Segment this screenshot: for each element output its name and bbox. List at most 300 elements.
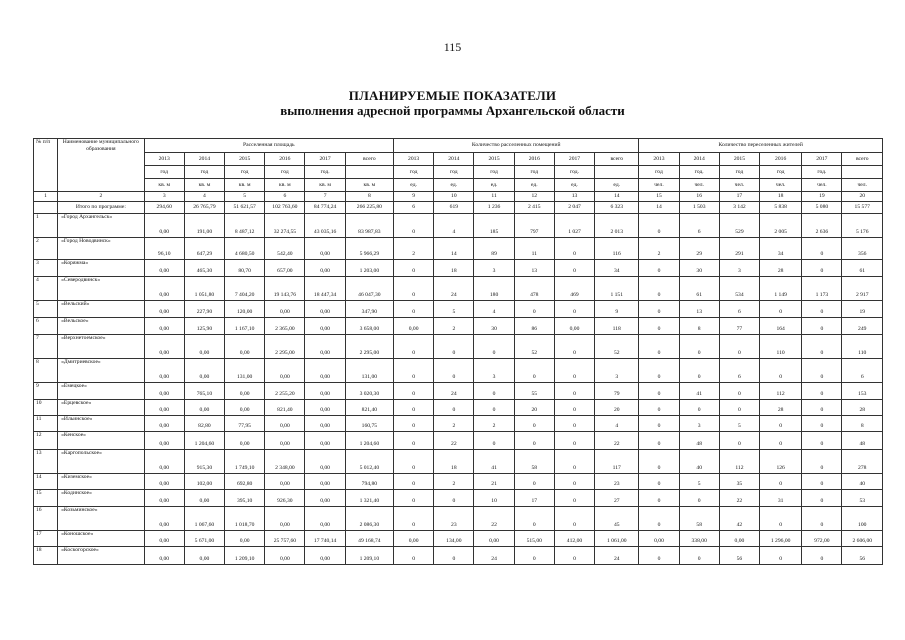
row-value: 125,90 [184,318,224,335]
row-value: 28 [842,400,883,416]
row-value: 2 [434,474,474,490]
municipality-name: «Ерцевское» [58,400,144,416]
row-value: 24 [434,383,474,400]
column-number: 18 [760,192,802,202]
row-value: 3 [679,416,719,432]
row-value: 40 [679,450,719,474]
unit-header: чел. [802,179,842,192]
column-header-name: Наименование муниципального образования [58,139,144,192]
total-value: 3 142 [719,202,759,214]
row-value: 0 [434,547,474,565]
row-value: 28 [760,400,802,416]
column-number: 17 [719,192,759,202]
row-value: 1 296,00 [760,531,802,547]
row-value: 13 [514,260,554,277]
row-number: 17 [34,531,58,547]
row-value: 112 [719,450,759,474]
row-value: 0 [394,301,434,318]
year-word-header: год [760,166,802,179]
row-value: 20 [514,400,554,416]
row-value: 0 [760,507,802,531]
row-value: 0 [434,359,474,383]
row-value: 0 [679,400,719,416]
row-number: 16 [34,507,58,531]
row-value: 19 [842,301,883,318]
row-value: 22 [434,432,474,450]
row-value: 3 [595,359,639,383]
row-value: 34 [760,238,802,260]
row-value: 478 [514,277,554,301]
row-value: 17 740,14 [305,531,345,547]
row-value: 0 [679,490,719,507]
row-value: 0,00 [305,490,345,507]
year-header: 2014 [679,153,719,166]
row-value: 647,29 [184,238,224,260]
row-value: 0 [554,507,594,531]
row-value: 0 [760,416,802,432]
row-value: 0 [802,318,842,335]
row-value: 0,00 [265,547,305,565]
year-header: 2013 [144,153,184,166]
total-value: 1 236 [474,202,514,214]
row-number: 7 [34,335,58,359]
row-value: 0,00 [305,547,345,565]
row-value: 0 [639,490,679,507]
row-value: 8 [842,416,883,432]
row-value: 131,00 [225,359,265,383]
row-value: 972,00 [802,531,842,547]
row-value: 5 [679,474,719,490]
table-row [34,359,883,383]
unit-header: кв. м [184,179,224,192]
row-value: 0 [474,432,514,450]
row-value: 2 086,30 [345,507,393,531]
row-value: 0 [434,335,474,359]
row-value: 48 [679,432,719,450]
column-number: 11 [474,192,514,202]
row-value: 0 [554,416,594,432]
row-value: 0,00 [144,490,184,507]
row-value: 126 [760,450,802,474]
row-value: 116 [595,238,639,260]
row-value: 82,80 [184,416,224,432]
row-value: 0,00 [474,531,514,547]
row-value: 0,00 [144,359,184,383]
row-value: 534 [719,277,759,301]
row-value: 5 012,40 [345,450,393,474]
row-value: 134,00 [434,531,474,547]
unit-header: ед. [434,179,474,192]
row-value: 8 [679,318,719,335]
row-value: 0 [802,301,842,318]
row-value: 0,00 [144,301,184,318]
row-value: 0 [394,400,434,416]
table-row [34,214,883,238]
total-value: 1 503 [679,202,719,214]
total-label: Итого по программе: [58,202,144,214]
municipality-name: «Город Новодвинск» [58,238,144,260]
row-value: 40 [842,474,883,490]
row-value: 56 [719,547,759,565]
unit-header: чел. [639,179,679,192]
row-number: 14 [34,474,58,490]
total-value: 51 621,57 [225,202,265,214]
year-word-header: год [514,166,554,179]
row-value: 0 [802,238,842,260]
row-value: 18 [434,260,474,277]
row-value: 11 [514,238,554,260]
row-value: 0,00 [305,383,345,400]
row-value: 0,00 [225,383,265,400]
row-value: 0 [679,359,719,383]
row-value: 100 [842,507,883,531]
row-value: 0,00 [144,383,184,400]
row-value: 0,00 [305,238,345,260]
row-value: 657,00 [265,260,305,277]
total-value: 5 838 [760,202,802,214]
row-value: 30 [679,260,719,277]
row-value: 52 [514,335,554,359]
table-row [34,474,883,490]
row-value: 8 487,12 [225,214,265,238]
column-number: 10 [434,192,474,202]
row-value: 5 176 [842,214,883,238]
row-value: 160,75 [345,416,393,432]
row-value: 0 [554,383,594,400]
row-value: 0 [554,335,594,359]
total-value: 84 774,24 [305,202,345,214]
page-title: ПЛАНИРУЕМЫЕ ПОКАЗАТЕЛИ [348,88,557,103]
row-value: 2 606,00 [842,531,883,547]
row-value: 3 [474,260,514,277]
column-number: 6 [265,192,305,202]
row-value: 227,90 [184,301,224,318]
row-value: 0 [639,432,679,450]
total-value: 2 415 [514,202,554,214]
year-header: 2013 [394,153,434,166]
municipality-name: «Северодвинск» [58,277,144,301]
table-row [34,507,883,531]
row-value: 110 [842,335,883,359]
row-value: 0 [639,383,679,400]
row-value: 41 [679,383,719,400]
row-value: 19 143,76 [265,277,305,301]
year-word-header [842,166,883,179]
table-row [34,383,883,400]
year-word-header: год. [554,166,594,179]
table-row [34,432,883,450]
row-value: 21 [474,474,514,490]
row-value: 2 295,00 [265,335,305,359]
row-value: 0 [639,260,679,277]
row-value: 0,00 [305,400,345,416]
row-value: 0 [802,359,842,383]
row-value: 1 204,60 [345,432,393,450]
indicators-table [33,138,883,565]
row-value: 0 [760,359,802,383]
row-value: 17 [514,490,554,507]
row-value: 0,00 [265,301,305,318]
row-value: 0,00 [144,277,184,301]
row-value: 58 [679,507,719,531]
row-value: 56 [842,547,883,565]
column-number: 16 [679,192,719,202]
table-row [34,416,883,432]
column-numbers-row [34,192,883,202]
row-value: 0 [474,400,514,416]
year-word-header: год [474,166,514,179]
row-value: 1 173 [802,277,842,301]
row-value: 821,40 [345,400,393,416]
row-value: 35 [719,474,759,490]
column-number: 7 [305,192,345,202]
row-value: 0 [394,383,434,400]
row-value: 338,00 [679,531,719,547]
row-value: 0 [554,359,594,383]
column-number: 12 [514,192,554,202]
row-value: 5 966,29 [345,238,393,260]
row-number: 5 [34,301,58,318]
row-number: 12 [34,432,58,450]
row-value: 0 [639,400,679,416]
row-value: 0,00 [225,335,265,359]
row-value: 0 [802,490,842,507]
row-value: 14 [434,238,474,260]
row-value: 0,00 [265,432,305,450]
row-value: 0,00 [305,335,345,359]
row-value: 5 [434,301,474,318]
row-value: 0,00 [184,335,224,359]
row-value: 0 [802,507,842,531]
row-value: 0 [394,547,434,565]
row-value: 4 [474,301,514,318]
municipality-name: «Емецкое» [58,383,144,400]
row-value: 77 [719,318,759,335]
row-value: 0 [639,474,679,490]
municipality-name: «Коношское» [58,531,144,547]
row-value: 0,00 [394,318,434,335]
row-value: 43 035,16 [305,214,345,238]
row-value: 0 [554,260,594,277]
row-value: 0 [514,474,554,490]
row-value: 542,40 [265,238,305,260]
row-value: 2 636 [802,214,842,238]
row-value: 96,10 [144,238,184,260]
column-number: 8 [345,192,393,202]
row-value: 0,00 [144,260,184,277]
row-value: 0 [554,301,594,318]
row-value: 46 047,30 [345,277,393,301]
municipality-name: «Киземское» [58,474,144,490]
row-value: 25 757,60 [265,531,305,547]
row-value: 797 [514,214,554,238]
row-value: 0,00 [305,450,345,474]
row-value: 53 [842,490,883,507]
row-value: 23 [434,507,474,531]
row-value: 0 [802,432,842,450]
municipality-name: «Верхнетоемское» [58,335,144,359]
row-value: 0 [802,547,842,565]
row-value: 0 [719,335,759,359]
row-value: 0 [554,432,594,450]
row-value: 1 061,00 [595,531,639,547]
row-number: 3 [34,260,58,277]
row-value: 0,00 [305,507,345,531]
row-value: 2 255,20 [265,383,305,400]
row-value: 3 [474,359,514,383]
year-header: 2014 [434,153,474,166]
row-value: 0,00 [144,214,184,238]
row-value: 58 [514,450,554,474]
row-value: 0 [394,277,434,301]
row-value: 926,30 [265,490,305,507]
row-value: 22 [595,432,639,450]
row-value: 0 [514,416,554,432]
row-number: 9 [34,383,58,400]
row-value: 0 [639,547,679,565]
row-number: 2 [34,238,58,260]
total-value: 2 047 [554,202,594,214]
row-value: 2 [639,238,679,260]
row-value: 0 [760,474,802,490]
row-value: 0 [394,450,434,474]
row-value: 13 [679,301,719,318]
table-row [34,400,883,416]
row-value: 0,00 [144,450,184,474]
year-header: 2013 [639,153,679,166]
total-value: 619 [434,202,474,214]
municipality-name: «Козьминское» [58,507,144,531]
year-header: 2017 [802,153,842,166]
row-value: 34 [595,260,639,277]
row-value: 1 018,70 [225,507,265,531]
row-value: 131,00 [345,359,393,383]
row-number: 11 [34,416,58,432]
row-value: 61 [679,277,719,301]
row-value: 0 [514,547,554,565]
year-word-header: год. [305,166,345,179]
unit-header: кв. м [305,179,345,192]
row-number: 13 [34,450,58,474]
row-value: 2 [434,416,474,432]
row-value: 3 [719,260,759,277]
year-header: 2017 [554,153,594,166]
row-value: 29 [679,238,719,260]
total-value: 102 763,60 [265,202,305,214]
row-value: 0 [434,400,474,416]
row-value: 0,00 [144,416,184,432]
row-value: 515,00 [514,531,554,547]
row-value: 24 [595,547,639,565]
row-value: 0 [639,359,679,383]
row-value: 0,00 [265,416,305,432]
row-value: 80,70 [225,260,265,277]
row-value: 0 [639,301,679,318]
row-value: 1 203,00 [345,260,393,277]
total-value: 6 323 [595,202,639,214]
year-word-header [345,166,393,179]
row-value: 465,30 [184,260,224,277]
row-value: 0,00 [305,474,345,490]
row-value: 765,10 [184,383,224,400]
row-value: 2 005 [760,214,802,238]
row-value: 1 149 [760,277,802,301]
row-value: 0,00 [225,432,265,450]
row-value: 0 [679,335,719,359]
row-value: 0,00 [305,359,345,383]
row-value: 469 [554,277,594,301]
row-value: 28 [760,260,802,277]
group-header-residents: Количество переселенных жителей [639,139,883,153]
total-value: 26 765,79 [184,202,224,214]
row-number: 10 [34,400,58,416]
row-number: 15 [34,490,58,507]
row-number: 4 [34,277,58,301]
row-value: 24 [474,547,514,565]
municipality-name: «Каргопольское» [58,450,144,474]
year-word-header: год [184,166,224,179]
row-value: 291 [719,238,759,260]
row-value: 0,00 [225,400,265,416]
row-value: 48 [842,432,883,450]
row-value: 32 274,55 [265,214,305,238]
year-header: 2015 [719,153,759,166]
row-value: 2 [474,416,514,432]
year-word-header: год [144,166,184,179]
row-value: 49 168,74 [345,531,393,547]
unit-header: кв. м [144,179,184,192]
row-value: 412,00 [554,531,594,547]
municipality-name: «Коскогорское» [58,547,144,565]
row-value: 2 917 [842,277,883,301]
row-value: 794,80 [345,474,393,490]
table-row [34,531,883,547]
row-value: 915,30 [184,450,224,474]
unit-header: чел. [842,179,883,192]
row-value: 0 [554,400,594,416]
row-value: 0 [802,450,842,474]
row-value: 249 [842,318,883,335]
row-value: 4 [595,416,639,432]
row-value: 0,00 [144,547,184,565]
column-number: 2 [58,192,144,202]
row-value: 0,00 [305,301,345,318]
row-value: 4 680,50 [225,238,265,260]
table-row [34,277,883,301]
row-value: 0 [394,507,434,531]
table-row [34,301,883,318]
row-value: 0 [554,490,594,507]
row-value: 1 749,10 [225,450,265,474]
row-value: 83 987,83 [345,214,393,238]
row-value: 0,00 [184,490,224,507]
row-value: 1 051,80 [184,277,224,301]
year-word-header: год. [679,166,719,179]
year-header: 2016 [265,153,305,166]
row-value: 52 [595,335,639,359]
year-header: 2017 [305,153,345,166]
row-value: 395,10 [225,490,265,507]
row-value: 1 321,40 [345,490,393,507]
row-value: 45 [595,507,639,531]
row-value: 0 [394,416,434,432]
row-value: 0 [554,474,594,490]
row-number: 1 [34,214,58,238]
year-word-header [595,166,639,179]
row-value: 6 [679,214,719,238]
page-subtitle: выполнения адресной программы Архангельской области [280,103,625,118]
row-value: 112 [760,383,802,400]
